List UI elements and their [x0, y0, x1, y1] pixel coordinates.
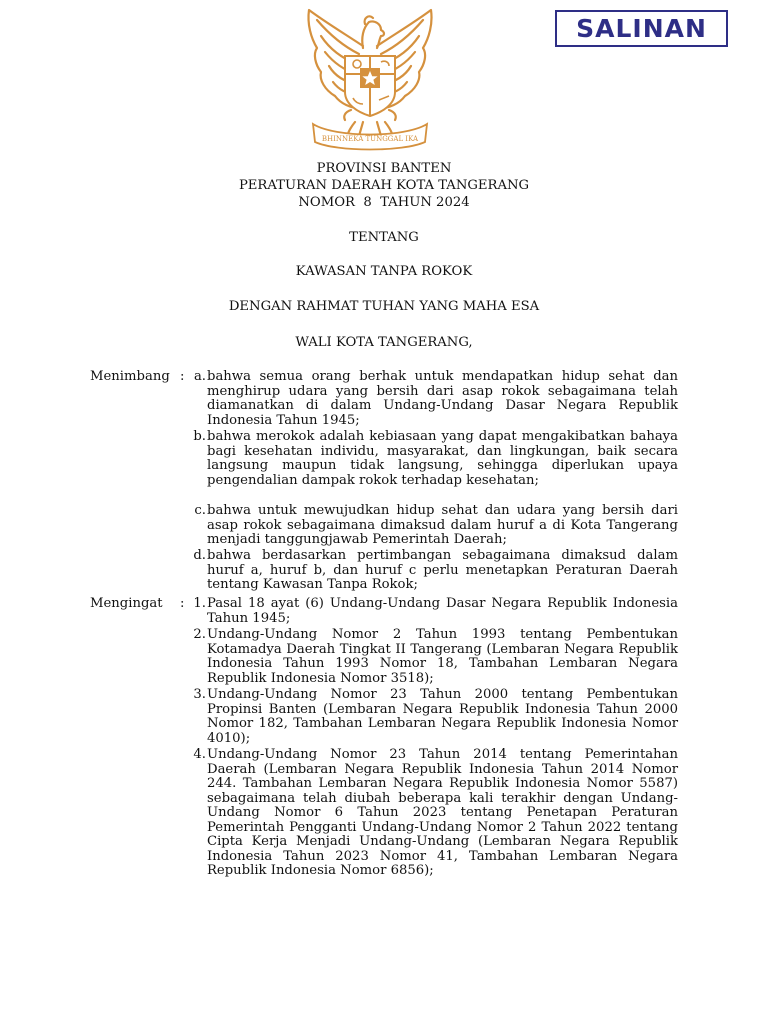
- observing-item-4: [186, 748, 678, 879]
- considering-item-b: [186, 430, 678, 488]
- item-marker: 2.: [193, 627, 206, 642]
- garuda-emblem-icon: [285, 4, 455, 152]
- province-heading: PROVINSI BANTEN: [316, 161, 452, 176]
- about-heading: TENTANG: [349, 230, 419, 245]
- considering-item-a: [186, 370, 678, 428]
- official-line: WALI KOTA TANGERANG,: [295, 335, 473, 350]
- item-marker: d.: [193, 548, 206, 563]
- item-marker: a.: [193, 369, 206, 384]
- regulation-number: NOMOR 8 TAHUN 2024: [298, 195, 470, 210]
- considering-label: Menimbang: [90, 369, 170, 384]
- item-text: Undang-Undang Nomor 2 Tahun 1993 tentang Pembentukan Kotamadya Daerah Tingkat II Tangerang (Lembaran Negara Republik Indonesia Tahun 1993 Nomor 18, Tambahan Lembaran Negara Republik Indonesia Nomor 3518);: [207, 627, 678, 686]
- observing-label: Mengingat: [90, 596, 163, 611]
- item-marker: c.: [194, 503, 206, 518]
- observing-item-2: [186, 628, 678, 686]
- item-text: Undang-Undang Nomor 23 Tahun 2014 tentang Pemerintahan Daerah (Lembaran Negara Republik Indonesia Tahun 2014 Nomor 244. Tambahan Lembaran Negara Republik Indonesia Nomor 5587) sebagaimana telah diubah beberapa kali terakhir dengan Undang-Undang Nomor 6 Tahun 2023 tentang Penetapan Peraturan Pemerintah Pengganti Undang-Undang Nomor 2 Tahun 2022 tentang Cipta Kerja Menjadi Undang-Undang (Lembaran Negara Republik Indonesia Tahun 2023 Nomor 41, Tambahan Lembaran Negara Republik Indonesia Nomor 6856);: [207, 747, 678, 878]
- item-marker: 3.: [193, 687, 206, 702]
- item-text: bahwa semua orang berhak untuk mendapatkan hidup sehat dan menghirup udara yang bersih dari asap rokok sebagaimana telah diamanatkan di dalam Undang-Undang Dasar Negara Republik Indonesia Tahun 1945;: [207, 369, 678, 428]
- blessing-line: DENGAN RAHMAT TUHAN YANG MAHA ESA: [228, 299, 540, 314]
- subject-heading: KAWASAN TANPA ROKOK: [295, 264, 473, 279]
- item-text: bahwa merokok adalah kebiasaan yang dapat mengakibatkan bahaya bagi kesehatan individu, masyarakat, dan lingkungan, baik secara langsung maupun tidak langsung, sehingga diperlukan upaya pengendalian dampak rokok terhadap kesehatan;: [207, 429, 678, 488]
- item-marker: b.: [193, 429, 206, 444]
- item-text: Undang-Undang Nomor 23 Tahun 2000 tentang Pembentukan Propinsi Banten (Lembaran Negara Republik Indonesia Tahun 2000 Nomor 182, Tambahan Lembaran Negara Republik Indonesia Nomor 4010);: [207, 687, 678, 746]
- observing-item-1: [186, 597, 678, 626]
- item-text: Pasal 18 ayat (6) Undang-Undang Dasar Negara Republik Indonesia Tahun 1945;: [207, 596, 678, 626]
- considering-item-c: [186, 504, 678, 548]
- item-text: bahwa berdasarkan pertimbangan sebagaimana dimaksud dalam huruf a, huruf b, dan huruf c perlu menetapkan Peraturan Daerah tentang Kawasan Tanpa Rokok;: [207, 548, 678, 592]
- emblem-motto: BHINNEKA TUNGGAL IKA: [321, 135, 419, 143]
- item-text: bahwa untuk mewujudkan hidup sehat dan udara yang bersih dari asap rokok sebagaimana dimaksud dalam huruf a di Kota Tangerang menjadi tanggungjawab Pemerintah Daerah;: [207, 503, 678, 547]
- observing-item-3: [186, 688, 678, 746]
- item-marker: 4.: [193, 747, 206, 762]
- considering-item-d: [186, 549, 678, 593]
- item-marker: 1.: [193, 596, 206, 611]
- salinan-stamp: SALINAN: [555, 10, 728, 47]
- considering-colon: :: [180, 369, 185, 384]
- regulation-title: PERATURAN DAERAH KOTA TANGERANG: [238, 178, 530, 193]
- observing-colon: :: [180, 596, 185, 611]
